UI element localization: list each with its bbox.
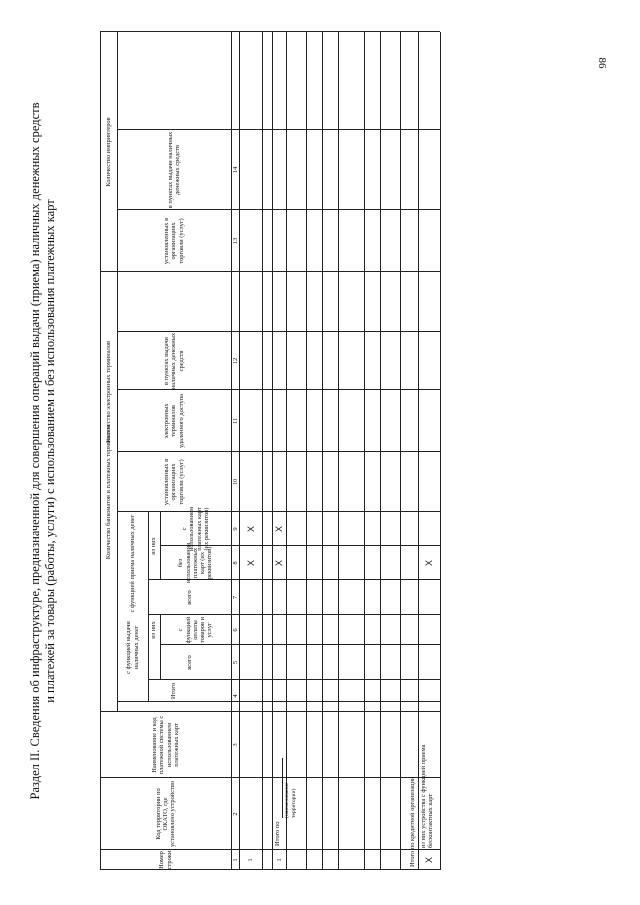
header-with-payment: с функцией оплаты товаров и услуг (177, 616, 214, 644)
column-number: 7 (231, 595, 239, 600)
header-cash-in: с функцией приема наличных денег (128, 514, 136, 613)
header-imprinter-trade: установленных в организациях торговли (услуг) (163, 217, 185, 265)
header-okato: Код территории по ОКАТО, где установлено устройство (154, 780, 177, 848)
header-eterm-cash-points: в пунктах выдачи наличных денежных средств (163, 332, 185, 390)
row-number: 1 (275, 858, 283, 862)
header-eterm-group: Количество электронных терминалов (104, 340, 112, 444)
column-number: 13 (231, 237, 239, 245)
header-eterm-remote: электронных терминалов удаленного доступа (163, 394, 185, 448)
column-number: 12 (231, 357, 239, 365)
column-number: 10 (231, 478, 239, 486)
subtotal-label: Итого по (274, 821, 281, 846)
page-number: 86 (596, 57, 608, 69)
column-number: 9 (231, 527, 239, 531)
column-number: 1 (231, 858, 239, 862)
column-number: 3 (231, 743, 239, 747)
column-number: 14 (231, 166, 239, 174)
x-mark: X (424, 857, 434, 864)
table-border-bottom (440, 32, 441, 870)
column-number: 5 (231, 660, 239, 665)
column-number: 11 (231, 417, 239, 425)
column-number: 2 (231, 812, 239, 816)
column-number: 8 (231, 561, 239, 565)
infrastructure-table (100, 32, 440, 870)
territory-label: (наименование территории) (282, 758, 298, 818)
header-row-number: Номер строки (158, 850, 173, 870)
header-imprinter-cash-points: в пунктах выдачи наличных денежных средств (166, 131, 181, 209)
column-number: 4 (231, 694, 239, 698)
column-number: 6 (231, 628, 239, 632)
rule (100, 711, 440, 712)
contactless-note: из них устройства с функцией приема бесконтактных карт (420, 744, 435, 848)
header-without-cards: без использования платежных карт (их реквизитов) (177, 542, 214, 584)
rule (100, 777, 440, 778)
rotated-section (28, 32, 440, 870)
x-mark: X (245, 526, 256, 533)
x-mark: X (274, 560, 284, 567)
x-mark: X (245, 560, 256, 567)
header-with-cards: с использованием платежных карт (их реквизитов) (181, 506, 210, 552)
header-cash-in-of-which: из них (150, 537, 158, 555)
section-title-line-2: и платежей за товары (работы, услуги) с использованием и без использования платежных карт (43, 199, 57, 703)
header-eterm-trade: установленных в организациях торговли (услуг) (163, 458, 185, 506)
header-cash-out-of-which: из них (150, 621, 158, 639)
x-mark: X (274, 526, 284, 533)
header-cash-in-all: всего (185, 590, 193, 605)
table-border-right (100, 31, 440, 32)
x-mark: X (424, 560, 434, 567)
header-atm-group: Количество банкоматов и платежных терминалов (104, 424, 112, 560)
section-title-line-1: Раздел II. Сведения об инфраструктуре, предназначенной для совершения операций выдачи (приема) наличных денежных средств (28, 102, 42, 800)
row-number: 1 (247, 858, 254, 862)
header-cash-out: с функцией выдачи наличных денег (125, 621, 140, 674)
header-total: Итого (170, 682, 178, 700)
header-cash-out-all: всего (185, 655, 193, 670)
header-imprinter-group: Количество импринтеров (104, 117, 112, 187)
org-total-label: Итого по кредитной организации (409, 776, 416, 867)
header-payment-system: Наименование и код платежной системы с использованием платежных карт (151, 715, 180, 775)
